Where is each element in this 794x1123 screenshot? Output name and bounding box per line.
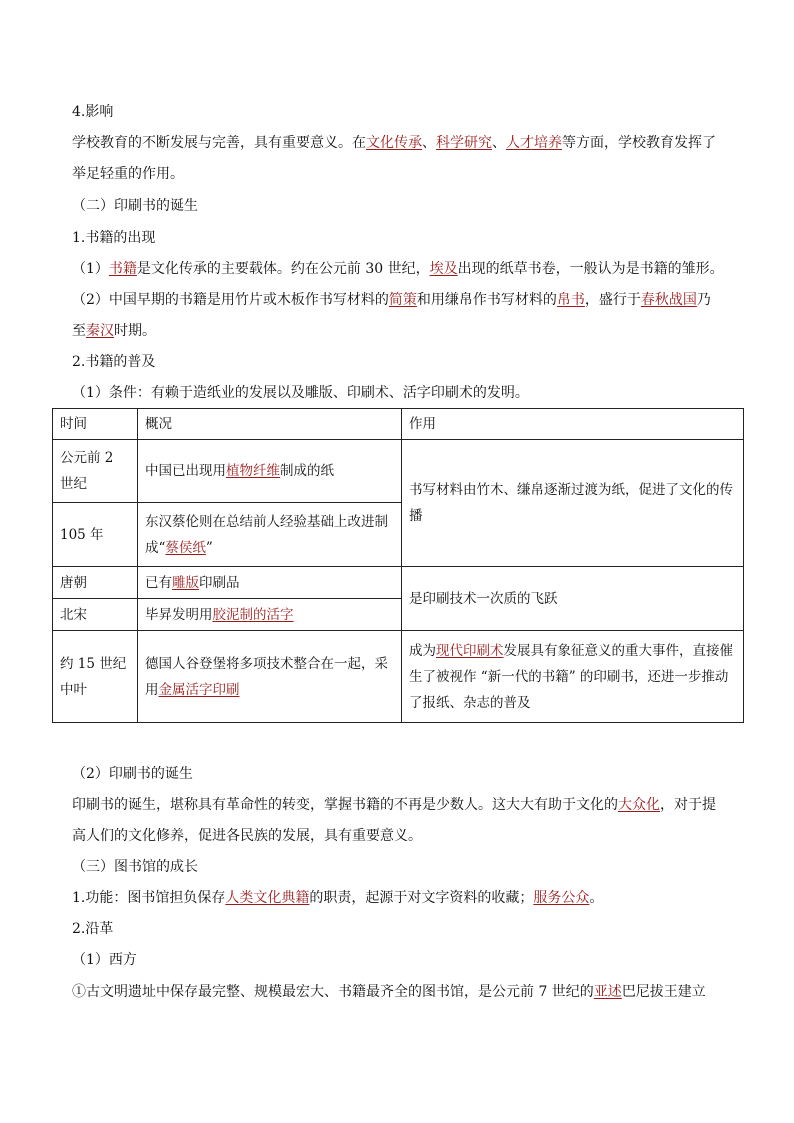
text: ，盛行于 [584, 292, 641, 308]
underlined-term: 植物纤维 [226, 463, 280, 479]
text: ，对于提 [660, 797, 716, 813]
text: 出现的纸草书卷，一般认为是书籍的雏形。 [457, 261, 724, 277]
header-cell-time: 时间 [53, 409, 138, 440]
text: 。 [589, 890, 604, 906]
text: 制成的纸 [280, 463, 334, 479]
paragraph-library-function [72, 888, 603, 908]
underlined-term: 服务公众 [533, 890, 590, 906]
text: 1.功能：图书馆担负保存 [72, 890, 226, 906]
subheading-books-appear [72, 228, 155, 248]
underlined-term: 雕版 [172, 574, 199, 591]
section-heading-printed-books [72, 196, 198, 216]
table-row [53, 567, 744, 599]
text: ①古文明遗址中保存最完整、规模最宏大、书籍最齐全的图书馆，是公元前 7 世纪的 [72, 984, 594, 1000]
paragraph-west-1 [72, 982, 706, 1002]
text: 德国人谷登堡将多项技术整合在一起，采用 [145, 655, 388, 698]
text: 发展具有象征意义的重大事件，直接催生了被视作 “新一代的书籍” 的印刷书，还进一步推动了报纸、杂志的普及 [409, 642, 733, 711]
text: 和用缣帛作书写材料的 [416, 292, 557, 308]
header-cell-overview: 概况 [138, 409, 402, 440]
overview-cell [138, 631, 402, 723]
underlined-term: 简策 [388, 292, 417, 308]
time-cell: 公元前 2 世纪 [53, 440, 138, 503]
underlined-term: 大众化 [618, 797, 660, 813]
text: 中国已出现用 [145, 463, 226, 479]
text: 、 [492, 135, 506, 151]
text: 已有 [145, 574, 172, 591]
effect-cell: 是印刷技术一次质的飞跃 [402, 567, 744, 631]
paragraph-books-1 [72, 259, 724, 279]
effect-cell [402, 631, 744, 723]
overview-cell [138, 599, 402, 631]
heading-text: 2.沿革 [72, 921, 114, 937]
text: 印刷品 [199, 574, 240, 591]
heading-text: 1.书籍的出现 [72, 230, 156, 246]
underlined-term: 帛书 [556, 292, 585, 308]
time-cell: 105 年 [53, 503, 138, 567]
text: （2）中国早期的书籍是用竹片或木板作书写材料的 [72, 292, 389, 308]
underlined-term: 书籍 [108, 261, 137, 277]
text: 、 [422, 135, 436, 151]
table-row [53, 631, 744, 723]
subheading-printed-book-birth [72, 764, 193, 784]
underlined-term: 金属活字印刷 [158, 681, 240, 698]
heading-text: （三）图书馆的成长 [72, 859, 198, 875]
subheading-books-spread [72, 352, 155, 372]
table-header-row [53, 409, 744, 440]
time-cell: 约 15 世纪中叶 [53, 631, 138, 723]
underlined-term: 人才培养 [506, 135, 562, 151]
underlined-term: 秦汉 [86, 323, 114, 339]
section-heading-influence [72, 102, 113, 122]
table-row [53, 440, 744, 503]
overview-cell [138, 440, 402, 503]
heading-text: （二）印刷书的诞生 [72, 198, 198, 214]
text: 东汉蔡伦则在总结前人经验基础上改进制成“ [145, 513, 388, 556]
history-table [52, 408, 744, 723]
section-heading-library [72, 857, 198, 877]
text: （1） [72, 261, 109, 277]
text: 等方面，学校教育发挥了 [562, 135, 716, 151]
paragraph-influence [72, 133, 716, 153]
header-cell-effect: 作用 [402, 409, 744, 440]
text: 巴尼拔王建立 [621, 984, 706, 1000]
paragraph-printed-book [72, 795, 716, 815]
overview-cell [138, 567, 402, 599]
paragraph-books-2-cont [72, 321, 156, 341]
paragraph-books-2 [72, 290, 711, 310]
underlined-term: 埃及 [429, 261, 458, 277]
underlined-term: 文化传承 [366, 135, 422, 151]
time-cell: 北宋 [53, 599, 138, 631]
underlined-term: 蔡侯纸 [165, 539, 206, 556]
underlined-term: 科学研究 [436, 135, 492, 151]
text: 时期。 [114, 323, 156, 339]
text: ” [205, 539, 213, 556]
text: 举足轻重的作用。 [72, 166, 184, 182]
text: （1）条件：有赖于造纸业的发展以及雕版、印刷术、活字印刷术的发明。 [72, 385, 529, 401]
paragraph-printed-book-cont [72, 826, 422, 846]
text: 至 [72, 323, 86, 339]
subheading-evolution [72, 919, 113, 939]
subheading-west [72, 950, 137, 970]
heading-text: 2.书籍的普及 [72, 354, 156, 370]
heading-text: （1）西方 [72, 952, 137, 968]
text: 印刷书的诞生，堪称具有革命性的转变，掌握书籍的不再是少数人。这大大有助于文化的 [72, 797, 618, 813]
overview-cell [138, 503, 402, 567]
text: 是文化传承的主要载体。约在公元前 30 世纪， [136, 261, 430, 277]
heading-text: 4.影响 [72, 104, 114, 120]
text: 成为 [409, 642, 436, 659]
time-cell: 唐朝 [53, 567, 138, 599]
underlined-term: 春秋战国 [640, 292, 697, 308]
underlined-term: 人类文化典籍 [225, 890, 310, 906]
underlined-term: 胶泥制的活字 [212, 606, 294, 623]
text: 乃 [696, 292, 711, 308]
text: 毕昇发明用 [145, 606, 213, 623]
paragraph-conditions [72, 383, 529, 403]
effect-cell: 书写材料由竹木、缣帛逐渐过渡为纸，促进了文化的传播 [402, 440, 744, 567]
text: 的职责，起源于对文字资料的收藏； [309, 890, 534, 906]
underlined-term: 亚述 [593, 984, 622, 1000]
text: 学校教育的不断发展与完善，具有重要意义。在 [72, 135, 366, 151]
text: 高人们的文化修养，促进各民族的发展，具有重要意义。 [72, 828, 422, 844]
heading-text: （2）印刷书的诞生 [72, 766, 193, 782]
paragraph-influence-cont [72, 164, 184, 184]
underlined-term: 现代印刷术 [436, 642, 504, 659]
